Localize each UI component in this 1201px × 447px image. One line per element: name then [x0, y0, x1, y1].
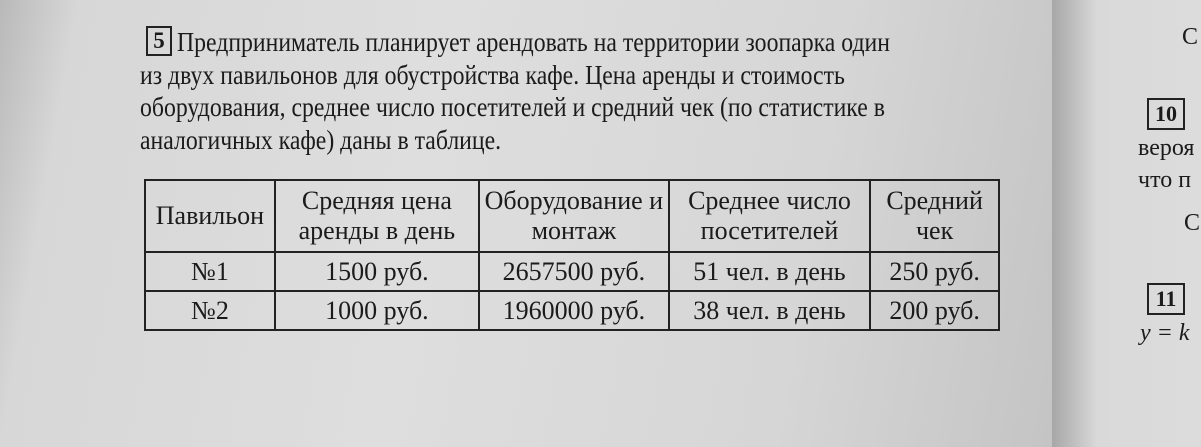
- task-number-box: 5: [146, 26, 172, 56]
- table-cell: 1960000 руб.: [479, 291, 669, 330]
- header-rent-price: Средняя цена аренды в день: [275, 180, 479, 252]
- table-cell: 51 чел. в день: [669, 252, 871, 291]
- header-average-check: Средний чек: [870, 180, 999, 252]
- right-page-formula: y = k: [1140, 320, 1190, 346]
- right-page: [1053, 0, 1201, 447]
- task-number-box-11: 11: [1147, 283, 1185, 315]
- right-page-line-2: что п: [1138, 167, 1192, 193]
- table-cell: №1: [145, 252, 275, 291]
- problem-text: Предприниматель планирует арендовать на территории зоопарка один из двух павильонов для обустройства кафе. Цена аренды и стоимость оборудования, среднее число посетителей и средний чек (по статистике в аналогичных кафе) даны в таблице.: [140, 27, 890, 155]
- table-row: [145, 291, 999, 330]
- pavilion-table: [144, 179, 1000, 331]
- right-page-top-letter: С: [1182, 24, 1199, 50]
- table-cell: 250 руб.: [870, 252, 999, 291]
- table-cell: 1500 руб.: [275, 252, 479, 291]
- table-cell: №2: [145, 291, 275, 330]
- table-row: [145, 252, 999, 291]
- table-header-row: [145, 180, 999, 252]
- table-cell: 200 руб.: [870, 291, 999, 330]
- right-page-line-1: вероя: [1138, 135, 1195, 161]
- right-page-mid-letter: С: [1184, 210, 1201, 236]
- table-cell: 2657500 руб.: [479, 252, 669, 291]
- header-equipment: Оборудование и монтаж: [479, 180, 669, 252]
- header-visitors: Среднее число посетителей: [669, 180, 871, 252]
- task-number-box-10: 10: [1147, 98, 1185, 130]
- header-pavilion: Павильон: [145, 180, 275, 252]
- table-cell: 1000 руб.: [275, 291, 479, 330]
- table-cell: 38 чел. в день: [669, 291, 871, 330]
